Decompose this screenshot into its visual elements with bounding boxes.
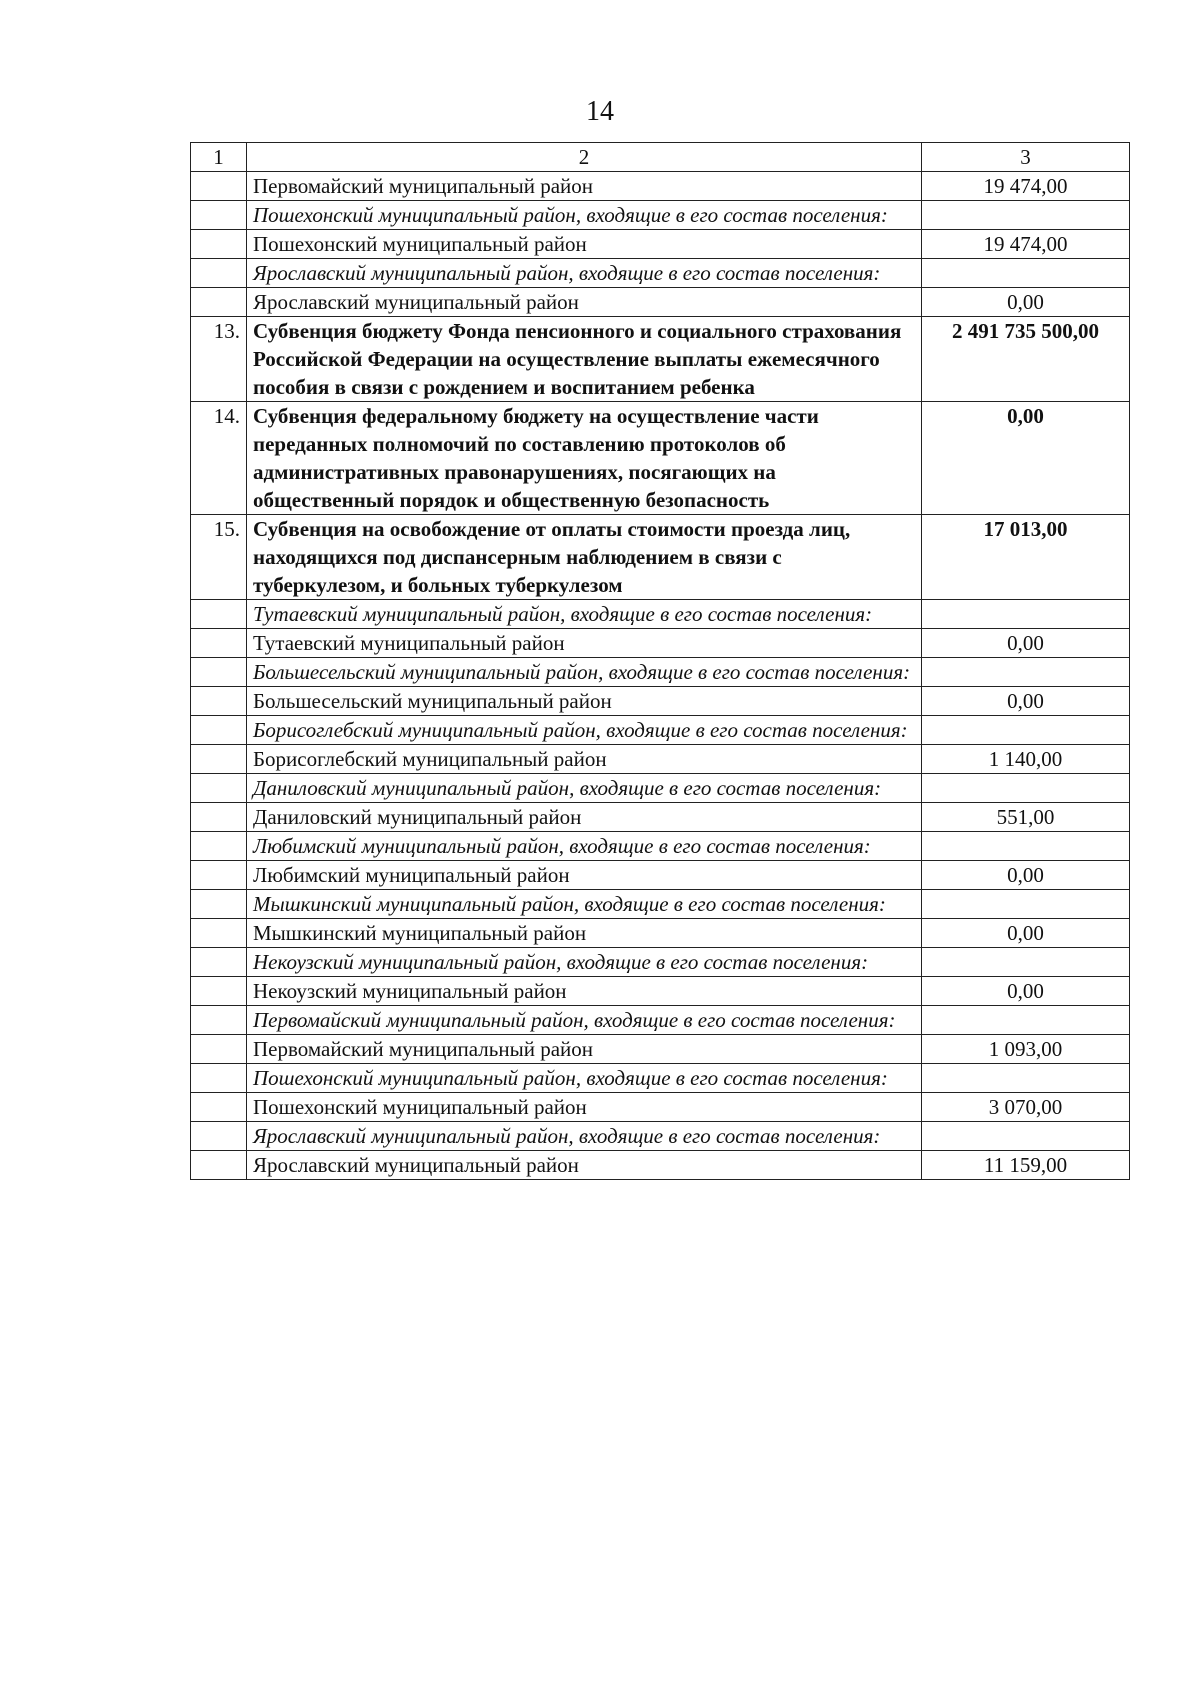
row-label: Мышкинский муниципальный район, входящие в его состав поселения: [247,890,922,919]
table-row [191,230,1130,259]
table-row [191,687,1130,716]
table-body [191,143,1130,1180]
row-label: Большесельский муниципальный район [247,687,922,716]
table-row [191,629,1130,658]
table-row [191,288,1130,317]
row-value [922,832,1130,861]
row-label: Борисоглебский муниципальный район [247,745,922,774]
column-header-2: 2 [247,143,922,172]
row-number: 15. [191,515,247,600]
row-value: 2 491 735 500,00 [922,317,1130,402]
row-number [191,919,247,948]
row-value: 3 070,00 [922,1093,1130,1122]
row-number [191,774,247,803]
row-label: Любимский муниципальный район [247,861,922,890]
row-number [191,716,247,745]
table-row [191,1151,1130,1180]
row-value: 0,00 [922,687,1130,716]
row-value: 0,00 [922,402,1130,515]
row-label: Большесельский муниципальный район, входящие в его состав поселения: [247,658,922,687]
section-row [191,317,1130,402]
subheading-row [191,890,1130,919]
subheading-row [191,948,1130,977]
row-label: Ярославский муниципальный район, входящие в его состав поселения: [247,259,922,288]
row-value: 17 013,00 [922,515,1130,600]
page-number: 14 [586,96,614,127]
row-label: Первомайский муниципальный район, входящие в его состав поселения: [247,1006,922,1035]
row-value [922,890,1130,919]
table-row [191,861,1130,890]
table-row [191,172,1130,201]
row-value: 11 159,00 [922,1151,1130,1180]
row-label: Пошехонский муниципальный район [247,1093,922,1122]
row-number [191,629,247,658]
row-number [191,832,247,861]
row-number [191,600,247,629]
section-row [191,402,1130,515]
row-label: Некоузский муниципальный район, входящие в его состав поселения: [247,948,922,977]
column-header-3: 3 [922,143,1130,172]
subheading-row [191,600,1130,629]
row-value: 0,00 [922,977,1130,1006]
table-row [191,977,1130,1006]
row-number [191,977,247,1006]
row-label: Пошехонский муниципальный район [247,230,922,259]
table-row [191,919,1130,948]
row-label: Тутаевский муниципальный район, входящие в его состав поселения: [247,600,922,629]
row-number [191,1151,247,1180]
row-number [191,172,247,201]
subheading-row [191,259,1130,288]
row-label: Мышкинский муниципальный район [247,919,922,948]
row-number [191,861,247,890]
row-value: 0,00 [922,919,1130,948]
row-number [191,201,247,230]
row-value [922,201,1130,230]
table-row [191,745,1130,774]
subheading-row [191,716,1130,745]
row-label: Любимский муниципальный район, входящие в его состав поселения: [247,832,922,861]
row-value: 1 093,00 [922,1035,1130,1064]
row-number [191,230,247,259]
row-label: Ярославский муниципальный район, входящие в его состав поселения: [247,1122,922,1151]
row-value: 0,00 [922,629,1130,658]
row-value [922,1006,1130,1035]
row-value: 551,00 [922,803,1130,832]
row-value [922,658,1130,687]
subheading-row [191,832,1130,861]
row-value [922,1122,1130,1151]
row-value [922,1064,1130,1093]
row-number: 14. [191,402,247,515]
section-row [191,515,1130,600]
subheading-row [191,774,1130,803]
table-row [191,1035,1130,1064]
row-number [191,259,247,288]
subheading-row [191,658,1130,687]
row-number [191,1093,247,1122]
row-number [191,1122,247,1151]
row-number [191,687,247,716]
subheading-row [191,201,1130,230]
row-number [191,890,247,919]
row-value [922,259,1130,288]
row-label: Тутаевский муниципальный район [247,629,922,658]
row-number [191,1035,247,1064]
row-value: 0,00 [922,861,1130,890]
row-number [191,948,247,977]
row-label: Пошехонский муниципальный район, входящие в его состав поселения: [247,1064,922,1093]
row-number [191,658,247,687]
row-value: 19 474,00 [922,172,1130,201]
row-number [191,288,247,317]
row-number [191,1064,247,1093]
row-value [922,600,1130,629]
row-value: 19 474,00 [922,230,1130,259]
row-value [922,716,1130,745]
row-label: Пошехонский муниципальный район, входящие в его состав поселения: [247,201,922,230]
row-label: Борисоглебский муниципальный район, входящие в его состав поселения: [247,716,922,745]
row-value: 1 140,00 [922,745,1130,774]
table-row [191,803,1130,832]
row-label: Некоузский муниципальный район [247,977,922,1006]
subheading-row [191,1064,1130,1093]
row-label: Субвенция федеральному бюджету на осуществление части переданных полномочий по составлению протоколов об административных правонарушениях, посягающих на общественный порядок и общественную безопасность [247,402,922,515]
subheading-row [191,1122,1130,1151]
row-value [922,774,1130,803]
row-label: Субвенция бюджету Фонда пенсионного и социального страхования Российской Федерации на осуществление выплаты ежемесячного пособия в связи с рождением и воспитанием ребенка [247,317,922,402]
row-value: 0,00 [922,288,1130,317]
row-number [191,1006,247,1035]
row-label: Субвенция на освобождение от оплаты стоимости проезда лиц, находящихся под диспансерным наблюдением в связи с туберкулезом, и больных туберкулезом [247,515,922,600]
table-header-row [191,143,1130,172]
column-header-1: 1 [191,143,247,172]
row-number [191,803,247,832]
table-row [191,1093,1130,1122]
row-label: Даниловский муниципальный район [247,803,922,832]
subheading-row [191,1006,1130,1035]
row-number [191,745,247,774]
row-label: Ярославский муниципальный район [247,288,922,317]
row-value [922,948,1130,977]
allocation-table [190,142,1130,1180]
row-number: 13. [191,317,247,402]
row-label: Первомайский муниципальный район [247,1035,922,1064]
row-label: Ярославский муниципальный район [247,1151,922,1180]
row-label: Даниловский муниципальный район, входящие в его состав поселения: [247,774,922,803]
row-label: Первомайский муниципальный район [247,172,922,201]
